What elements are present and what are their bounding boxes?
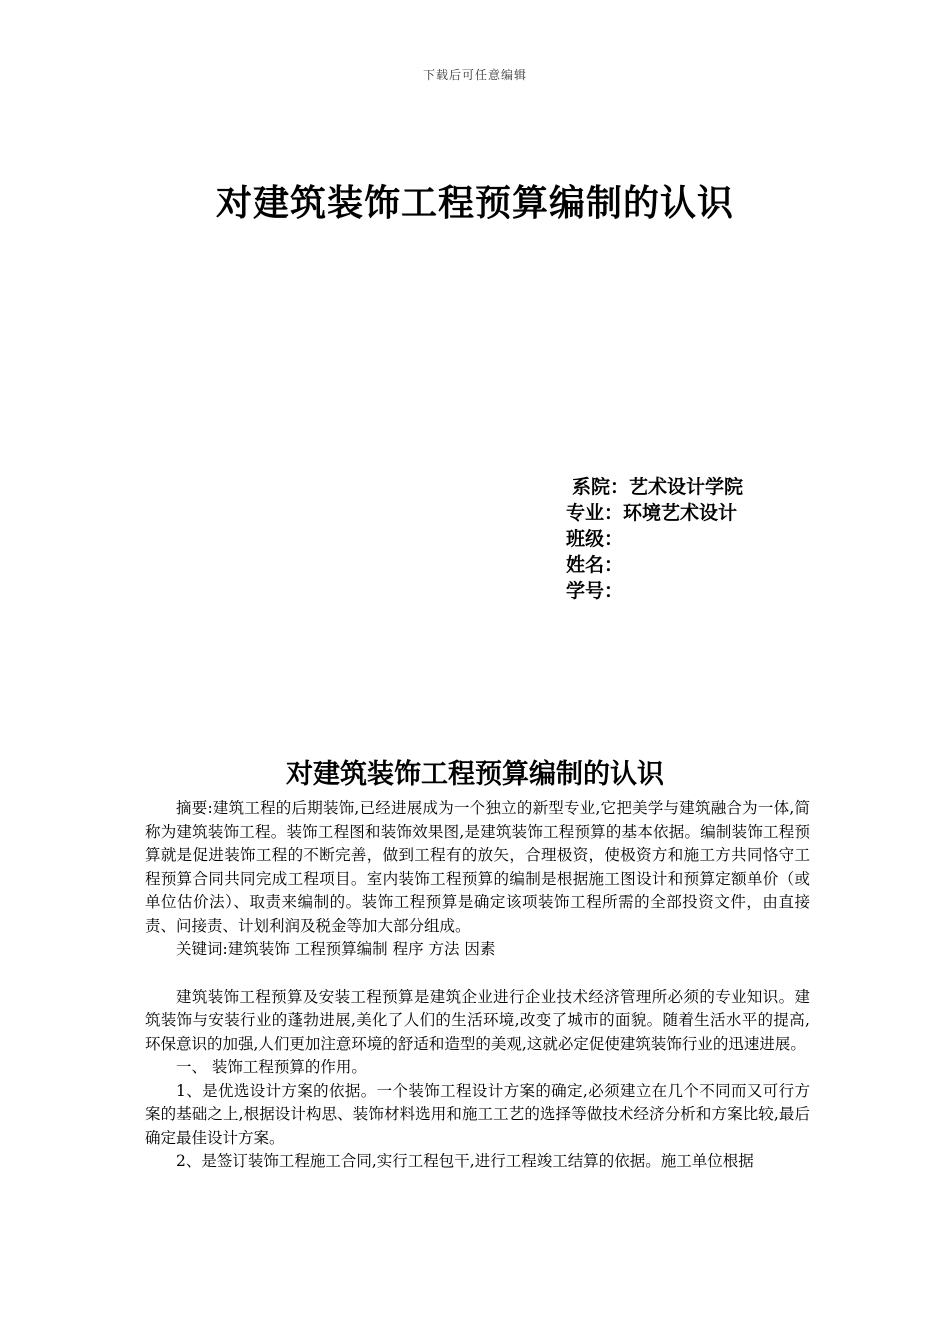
info-row-student-id	[566, 578, 896, 604]
section-heading: 一、 装饰工程预算的作用。	[176, 1058, 367, 1076]
info-label: 专业：	[566, 502, 624, 524]
info-row-major	[566, 500, 896, 526]
info-value: 艺术设计学院	[629, 476, 744, 498]
keywords-paragraph: 关键词:建筑装饰 工程预算编制 程序 方法 因素	[176, 940, 496, 958]
info-label: 姓名：	[566, 554, 624, 576]
info-label: 学号：	[566, 580, 624, 602]
info-row-class	[566, 526, 896, 552]
info-row-department	[566, 474, 896, 500]
cover-title: 对建筑装饰工程预算编制的认识	[215, 183, 734, 224]
info-row-name	[566, 552, 896, 578]
article-title: 对建筑装饰工程预算编制的认识	[286, 759, 664, 790]
list-item: 2、是签订装饰工程施工合同,实行工程包干,进行工程竣工结算的依据。施工单位根据	[176, 1152, 754, 1170]
intro-paragraph: 建筑装饰工程预算及安装工程预算是建筑企业进行企业技术经济管理所必须的专业知识。建筑装饰与安装行业的蓬勃进展,美化了人们的生活环境,改变了城市的面貌。随着生活水平的提高,环保意识的加强,人们更加注意环境的舒适和造型的美观,这就必定促使建筑装饰行业的迅速进展。	[145, 987, 810, 1053]
info-label: 系院：	[572, 476, 630, 498]
header-note: 下载后可任意编辑	[422, 68, 527, 82]
article-body	[145, 797, 810, 1174]
student-info-block	[566, 474, 896, 604]
info-label: 班级：	[566, 528, 624, 550]
paragraph-spacer	[145, 962, 810, 986]
info-value: 环境艺术设计	[623, 502, 738, 524]
abstract-paragraph: 摘要:建筑工程的后期装饰,已经进展成为一个独立的新型专业,它把美学与建筑融合为一体,简称为建筑装饰工程。装饰工程图和装饰效果图,是建筑装饰工程预算的基本依据。编制装饰工程预算就是促进装饰工程的不断完善，做到工程有的放矢，合理极资，使极资方和施工方共同恪守工程预算合同共同完成工程项目。室内装饰工程预算的编制是根据施工图设计和预算定额单价（或单位估价法）、取责来编制的。装饰工程预算是确定该项装饰工程所需的全部投资文件，由直接责、问接责、计划利润及税金等加大部分组成。	[145, 799, 810, 935]
list-item: 1、是优选设计方案的依据。一个装饰工程设计方案的确定,必须建立在几个不同而又可行方案的基础之上,根据设计构思、装饰材料选用和施工工艺的选择等做技术经济分析和方案比较,最后确定最佳设计方案。	[145, 1081, 810, 1147]
